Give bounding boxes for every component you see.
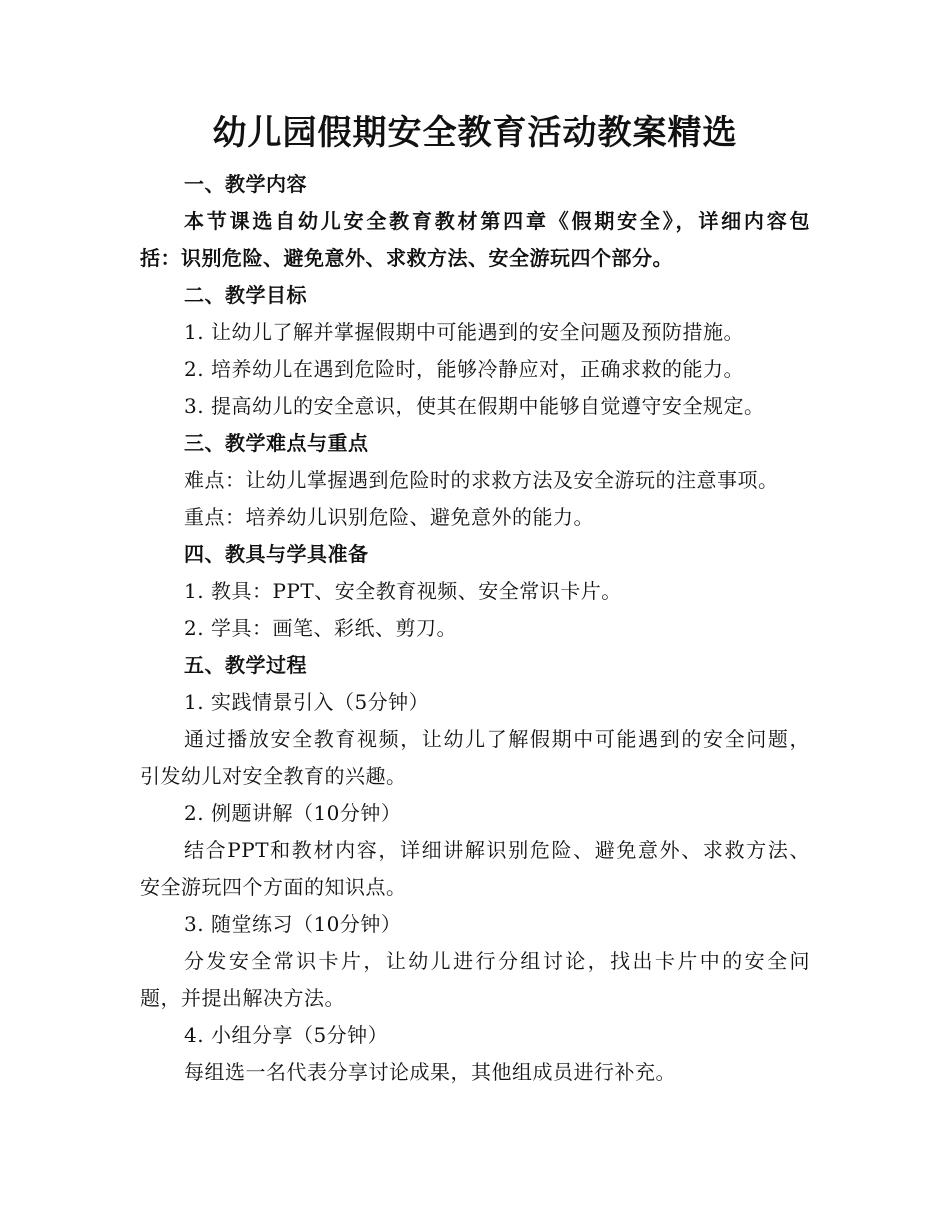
document-text-line: 1. 让幼儿了解并掌握假期中可能遇到的安全问题及预防措施。 [184,320,744,344]
document-text-line: 2. 例题讲解（10分钟） [184,801,402,825]
document-text-line: 难点：让幼儿掌握遇到危险时的求救方法及安全游玩的注意事项。 [184,468,779,492]
document-body [140,166,810,1091]
document-text-line: 重点：培养幼儿识别危险、避免意外的能力。 [184,505,594,529]
document-text-line: 1. 实践情景引入（5分钟） [184,690,430,714]
document-text-line: 1. 教具：PPT、安全教育视频、安全常识卡片。 [184,579,622,603]
document-text-line: 3. 提高幼儿的安全意识，使其在假期中能够自觉遵守安全规定。 [184,394,765,418]
document-text-line: 2. 培养幼儿在遇到危险时，能够冷静应对，正确求救的能力。 [184,357,744,381]
document-text-line: 2. 学具：画笔、彩纸、剪刀。 [184,616,457,640]
document-title: 幼儿园假期安全教育活动教案精选 [212,113,738,153]
document-text-line: 4. 小组分享（5分钟） [184,1023,389,1047]
document-heading-line: 一、教学内容 [184,172,307,196]
document-text-line: 安全游玩四个方面的知识点。 [140,875,407,899]
document-text-line: 结合PPT和教材内容，详细讲解识别危险、避免意外、求救方法、 [184,838,810,862]
document-heading-line: 二、教学目标 [184,283,307,307]
document-text-line: 题，并提出解决方法。 [140,986,345,1010]
document-heading-line: 四、教具与学具准备 [184,542,369,566]
document-heading-line: 五、教学过程 [184,653,307,677]
document-heading-line: 本节课选自幼儿安全教育教材第四章《假期安全》，详细内容包 [184,209,810,233]
document-heading-line: 三、教学难点与重点 [184,431,369,455]
document-text-line: 3. 随堂练习（10分钟） [184,912,402,936]
document-heading-line: 括：识别危险、避免意外、求救方法、安全游玩四个部分。 [140,246,673,270]
document-text-line: 分发安全常识卡片，让幼儿进行分组讨论，找出卡片中的安全问 [184,949,810,973]
document-text-line: 引发幼儿对安全教育的兴趣。 [140,764,407,788]
document-text-line: 通过播放安全教育视频，让幼儿了解假期中可能遇到的安全问题， [184,727,810,751]
document-text-line: 每组选一名代表分享讨论成果，其他组成员进行补充。 [184,1060,676,1084]
